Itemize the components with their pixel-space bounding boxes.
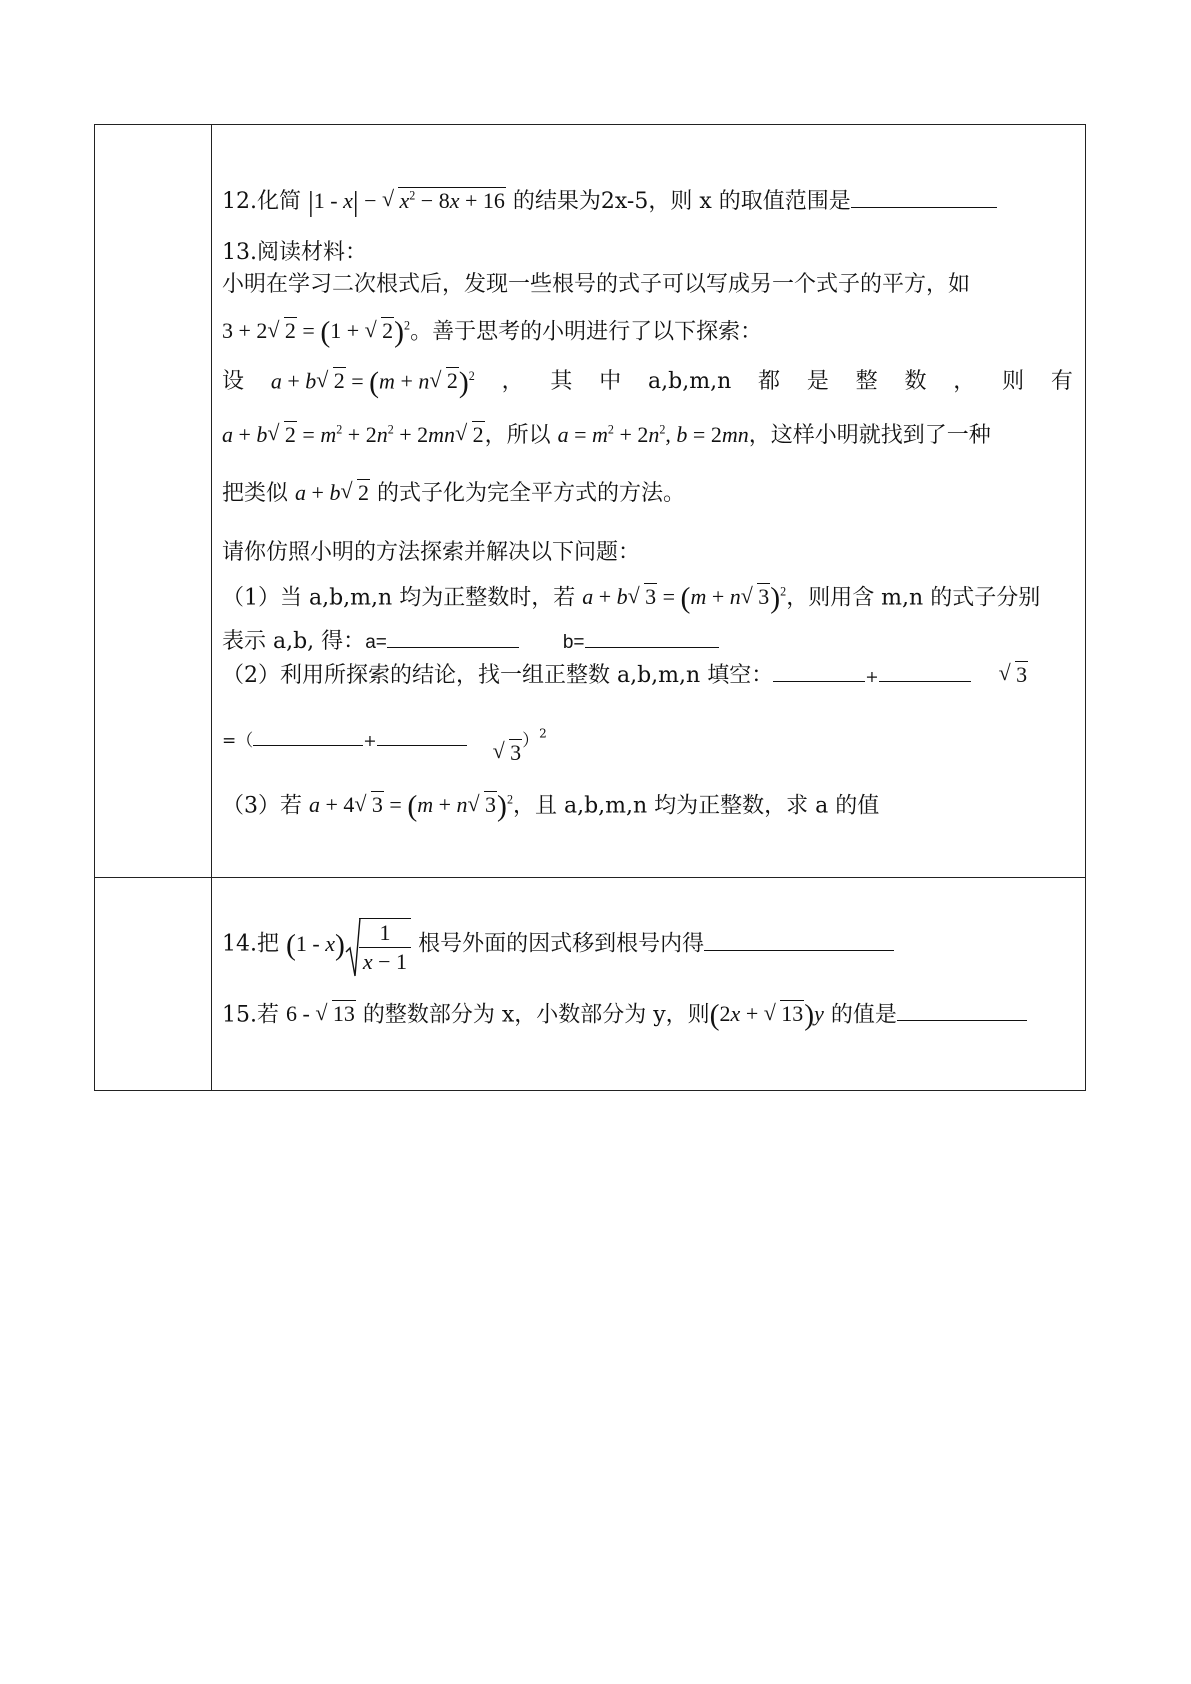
instruction-text: 请你仿照小明的方法探索并解决以下问题： xyxy=(222,540,641,565)
question-cell-14-15 xyxy=(212,878,1086,1091)
answer-blank xyxy=(704,928,894,951)
formula: (2x + √ 13)y xyxy=(710,1001,824,1026)
margin-cell xyxy=(95,878,212,1091)
formula: a + 4√ 3 = (m + n√ 3)$^2$ xyxy=(309,792,513,817)
answer-blank xyxy=(897,998,1027,1021)
question-14: 14.把 (1 - x) $\frac{1}{x - 1}$ 根号外面的因式移到根号内得 xyxy=(222,916,1073,975)
formula: √ 3 xyxy=(999,662,1029,687)
question-cell-12-13 xyxy=(212,125,1086,878)
sub-question-1-answers: 表示 a,b, 得：a= b= xyxy=(222,625,1073,656)
reading-text-3: 设 a + b√ 2 = (m + n√ 2)$^2$ ， 其 中 a,b,m,n 都 是 整 数 ， 则 有 xyxy=(222,365,1073,402)
formula: (1 - x) $\frac{1}{x - 1}$ xyxy=(286,931,411,956)
question-12: 12.化简 |1 - x| − √ $x^2 - 8x + 16$ 的结果为2x-5，则 x 的取值范围是 xyxy=(222,185,1073,221)
formula: 6 - √ 13 xyxy=(286,1001,356,1026)
worksheet xyxy=(94,124,1086,1091)
question-table xyxy=(94,124,1086,1091)
question-15: 15.若 6 - √ 13 的整数部分为 x，小数部分为 y，则(2x + √ 13)y 的值是 xyxy=(222,998,1073,1035)
answer-blank-b xyxy=(585,625,719,648)
formula: a + b√ 2 = (m + n√ 2)$^2$ xyxy=(271,365,475,402)
formula: a + b√ 3 = (m + n√ 3)$^2$ xyxy=(582,584,786,609)
table-row xyxy=(95,878,1086,1091)
formula: √ 3 xyxy=(493,740,523,765)
reading-text-2: 3 + 2√ 2 = (1 + √ 2)$^2$。善于思考的小明进行了以下探索： xyxy=(222,315,1073,352)
sub-question-2-rhs: =（ + √ 3）$^2$ xyxy=(222,723,1073,754)
sub-question-1: （1）当 a,b,m,n 均为正整数时，若 a + b√ 3 = (m + n√ 3)$^2$，则用含 m,n 的式子分别 xyxy=(222,581,1073,618)
answer-blank-a xyxy=(773,659,865,682)
answer-blank-m xyxy=(253,723,363,746)
formula: a + b√ $2 = m^2 + 2n^2 + 2mn√$ 2 xyxy=(222,422,485,447)
answer-blank xyxy=(851,185,997,208)
answer-blank-a xyxy=(387,625,519,648)
radical-sign-icon xyxy=(345,916,361,980)
formula: |1 - x| − √ $x^2 - 8x + 16$ xyxy=(308,188,506,213)
radical: $\frac{1}{x - 1}$ xyxy=(345,916,411,975)
reading-text-5: 把类似 a + b√ 2 的式子化为完全平方式的方法。 xyxy=(222,479,1073,508)
margin-cell xyxy=(95,125,212,878)
reading-text-1: 小明在学习二次根式后，发现一些根号的式子可以写成另一个式子的平方，如 xyxy=(222,272,971,297)
sub-question-2: （2）利用所探索的结论，找一组正整数 a,b,m,n 填空： + √ 3 xyxy=(222,659,1073,690)
sub-question-3: （3）若 a + 4√ 3 = (m + n√ 3)$^2$，且 a,b,m,n 均为正整数，求 a 的值 xyxy=(222,789,1073,826)
question-13-title: 13.阅读材料： xyxy=(222,240,367,265)
table-row xyxy=(95,125,1086,878)
formula: 3 + 2√ 2 = (1 + √ 2)$^2$ xyxy=(222,318,410,343)
formula: a + b√ 2 xyxy=(295,480,370,505)
answer-blank-b xyxy=(879,659,971,682)
reading-text-4: a + b√ $2 = m^2 + 2n^2 + 2mn√$ 2，所以 $a = m^2 + 2n^2$, b = 2mn，这样小明就找到了一种 xyxy=(222,421,1073,450)
answer-blank-n xyxy=(377,723,467,746)
formula: $a = m^2 + 2n^2$, b = 2mn xyxy=(557,422,749,447)
